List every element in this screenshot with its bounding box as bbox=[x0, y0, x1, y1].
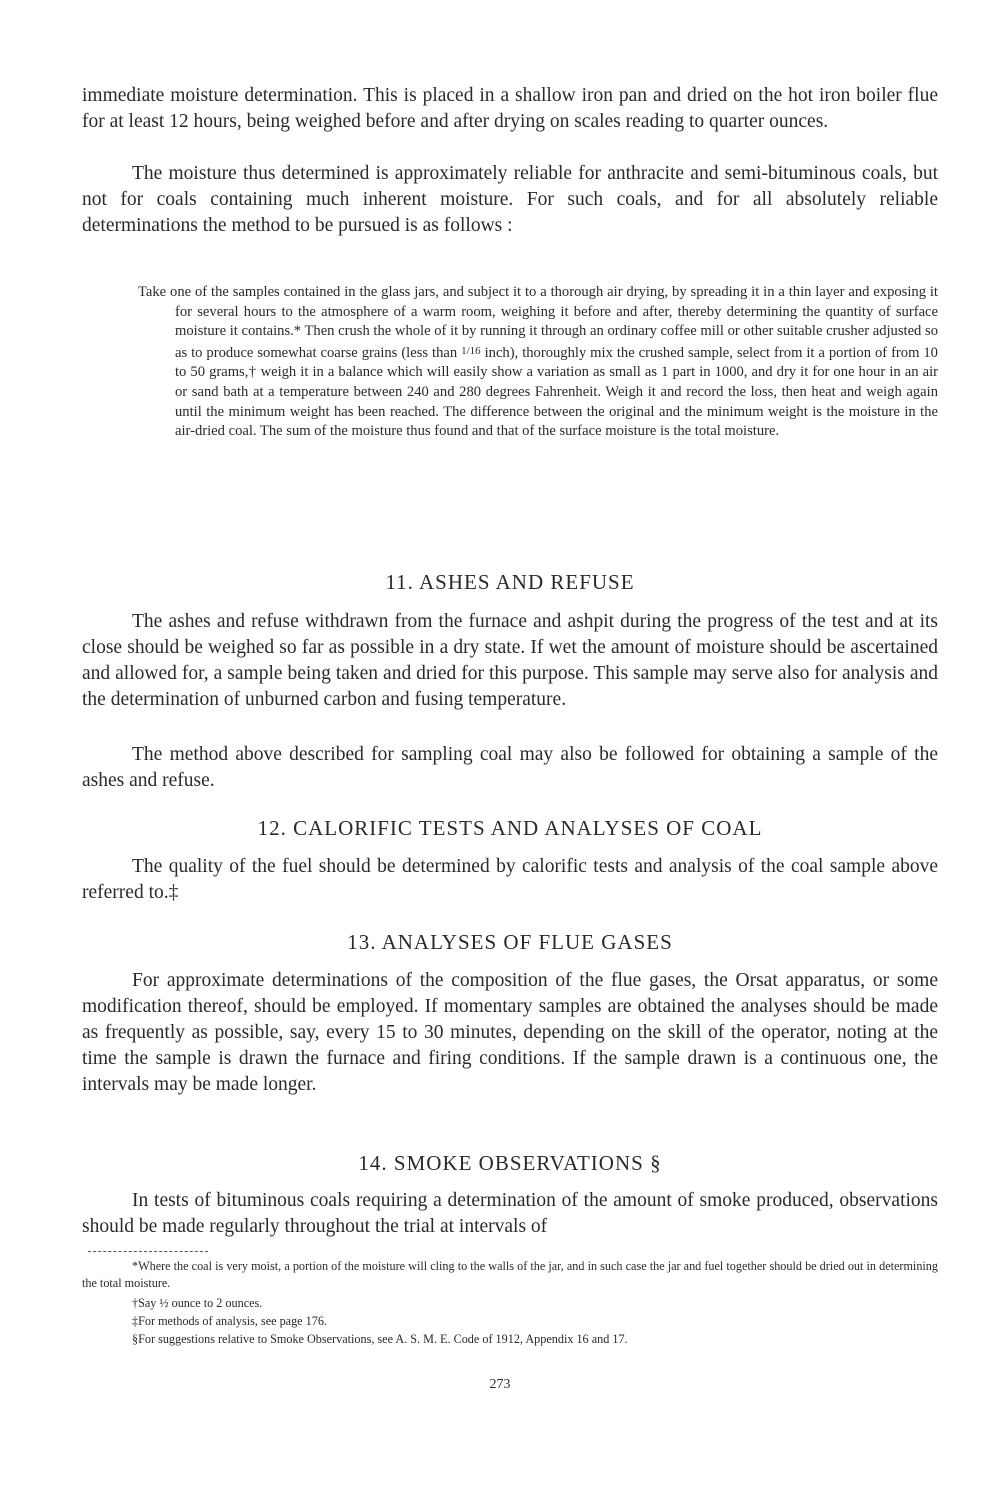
paragraph-flue-gases: For approximate determinations of the composition of the flue gases, the Orsat apparatus, or some modification thereof, should be employed. If momentary samples are obtained the analyses should be made as frequently as possible, say, every 15 to 30 minutes, depending on the skill of the operator, noting at the time the sample is drawn the furnace and firing conditions. If the sample drawn is a continuous one, the intervals may be made longer. bbox=[82, 970, 938, 1095]
quoted-method-part-b: inch), thoroughly mix the crushed sample, select from it a portion of from 10 to 50 grams,† weigh it in a balance which will easily show a variation as small as 1 part in 1000, and dry it for one hour in an air or sand bath at a temperature between 240 and 280 degrees Fahrenheit. Weigh it and record the loss, then heat and weigh again until the minimum weight has been reached. The difference between the original and the minimum weight is the moisture in the air-dried coal. The sum of the moisture thus found and that of the surface moisture is the total moisture. bbox=[175, 344, 938, 440]
fraction-sixteenth: 1/16 bbox=[461, 344, 481, 357]
quoted-method-part-a: Take one of the samples contained in the glass jars, and subject it to a thorough air drying, by spreading it in a thin layer and exposing it for several hours to the atmosphere of a warm room, weighing it before and after, thereby determining the quantity of surface moisture it contains.* Then crush the whole of it by running it through an ordinary coffee mill or other suitable crusher adjusted so as to produce somewhat coarse grains (less than bbox=[138, 284, 938, 361]
footnote-analysis-methods: ‡For methods of analysis, see page 176. bbox=[132, 1314, 327, 1328]
heading-flue-gases: 13. ANALYSES OF FLUE GASES bbox=[347, 930, 673, 954]
footnote-divider bbox=[88, 1251, 208, 1252]
paragraph-ashes-sampling: The method above described for sampling coal may also be followed for obtaining a sample of the ashes and refuse. bbox=[82, 744, 938, 791]
quoted-method-block bbox=[138, 283, 938, 442]
paragraph-ashes-refuse: The ashes and refuse withdrawn from the furnace and ashpit during the progress of the test and at its close should be weighed so far as possible in a dry state. If wet the amount of moisture should be ascertained and allowed for, a sample being taken and dried for this purpose. This sample may serve also for analysis and the determination of unburned carbon and fusing temperature. bbox=[82, 611, 938, 710]
page-number: 273 bbox=[489, 1377, 511, 1392]
footnote-moisture: *Where the coal is very moist, a portion of the moisture will cling to the walls of the jar, and in such case the jar and fuel together should be dried out in determining the total moisture. bbox=[82, 1259, 938, 1290]
paragraph-moisture-determination: immediate moisture determination. This is placed in a shallow iron pan and dried on the hot iron boiler flue for at least 12 hours, being weighed before and after drying on scales reading to quarter ounces. bbox=[82, 85, 938, 132]
footnote-smoke: §For suggestions relative to Smoke Observations, see A. S. M. E. Code of 1912, Appendix 16 and 17. bbox=[132, 1332, 628, 1346]
paragraph-smoke-observations: In tests of bituminous coals requiring a determination of the amount of smoke produced, observations should be made regularly throughout the trial at intervals of bbox=[82, 1190, 938, 1237]
heading-calorific-tests: 12. CALORIFIC TESTS AND ANALYSES OF COAL bbox=[257, 816, 763, 840]
footnote-ounces: †Say ½ ounce to 2 ounces. bbox=[132, 1296, 263, 1310]
heading-ashes-refuse: 11. ASHES AND REFUSE bbox=[385, 570, 635, 594]
heading-smoke-observations: 14. SMOKE OBSERVATIONS § bbox=[358, 1151, 662, 1175]
paragraph-calorific-tests: The quality of the fuel should be determined by calorific tests and analysis of the coal sample above referred to.‡ bbox=[82, 856, 938, 903]
paragraph-moisture-reliability: The moisture thus determined is approximately reliable for anthracite and semi-bituminous coals, but not for coals containing much inherent moisture. For such coals, and for all absolutely reliable determinations the method to be pursued is as follows : bbox=[82, 163, 938, 236]
